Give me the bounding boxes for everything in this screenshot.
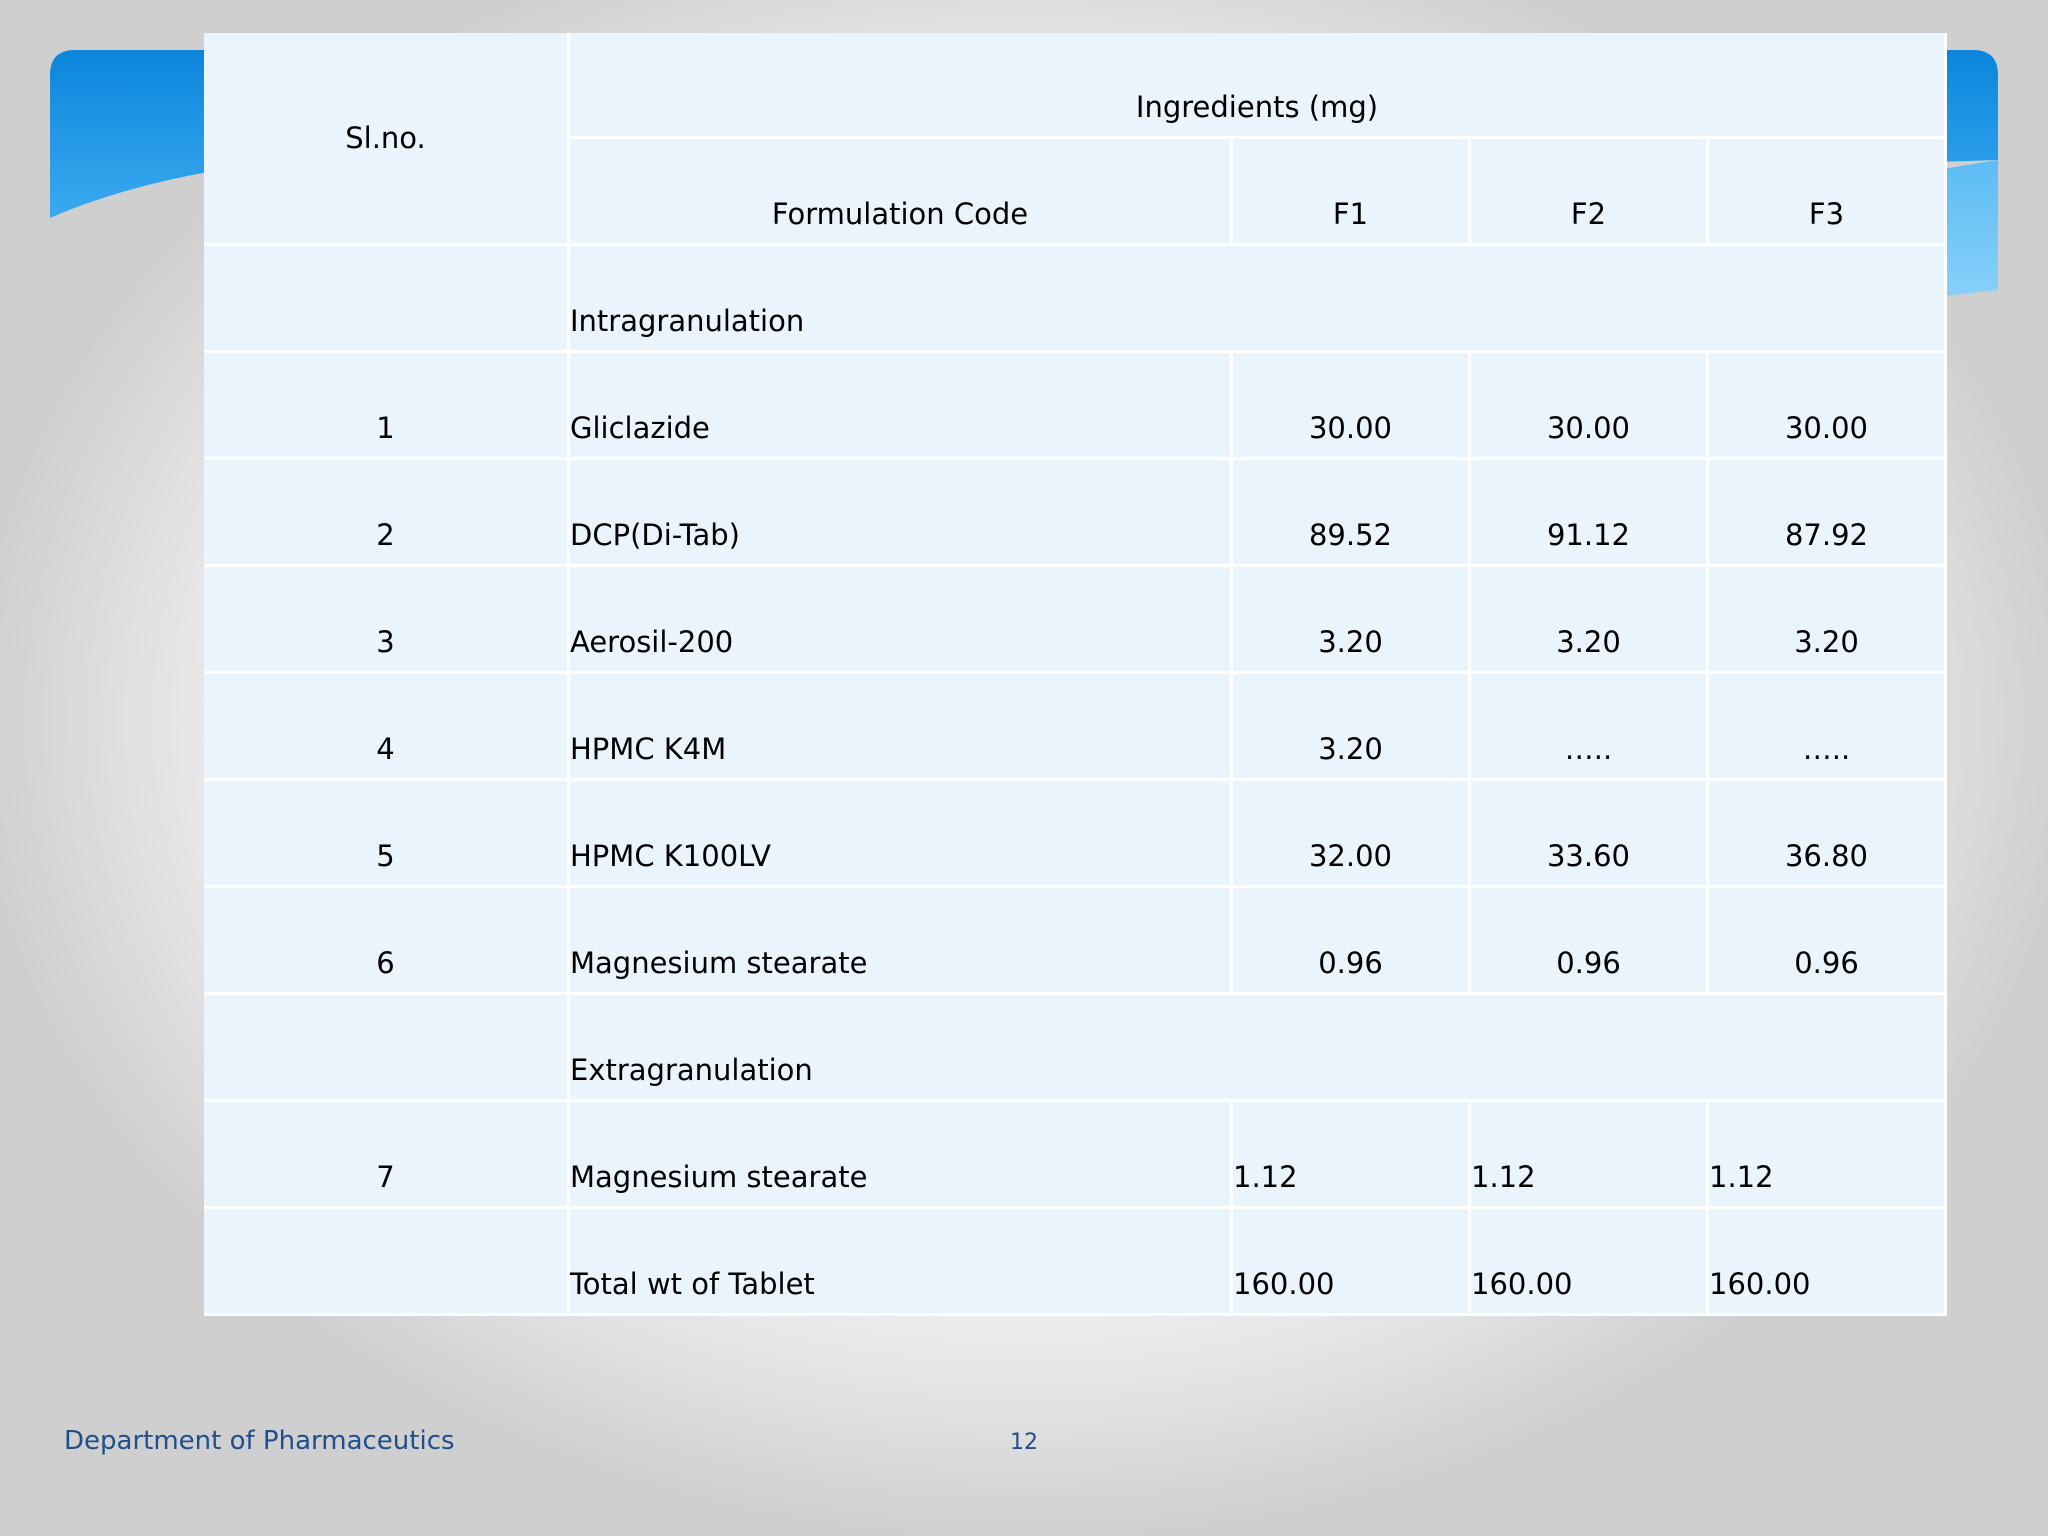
row-slno: 7 bbox=[204, 1102, 567, 1206]
row-value-f1: 1.12 bbox=[1233, 1102, 1468, 1206]
row-value-f2: 160.00 bbox=[1471, 1209, 1706, 1313]
column-header-f3: F3 bbox=[1709, 139, 1944, 243]
ingredients-header: Ingredients (mg) bbox=[570, 33, 1944, 136]
row-value-f3: 1.12 bbox=[1709, 1102, 1944, 1206]
row-value-f1: 3.20 bbox=[1233, 567, 1468, 671]
section-slno-cell bbox=[204, 246, 567, 350]
slno-header: Sl.no. bbox=[204, 33, 567, 243]
row-value-f3: 0.96 bbox=[1709, 888, 1944, 992]
row-value-f3: 30.00 bbox=[1709, 353, 1944, 457]
row-ingredient-name: Magnesium stearate bbox=[570, 888, 1230, 992]
section-label: Extragranulation bbox=[570, 995, 1944, 1099]
row-slno: 3 bbox=[204, 567, 567, 671]
row-slno: 1 bbox=[204, 353, 567, 457]
footer-department: Department of Pharmaceutics bbox=[64, 1426, 455, 1456]
row-value-f1: 3.20 bbox=[1233, 674, 1468, 778]
section-slno-cell bbox=[204, 995, 567, 1099]
row-ingredient-name: HPMC K4M bbox=[570, 674, 1230, 778]
section-label: Intragranulation bbox=[570, 246, 1944, 350]
row-ingredient-name: DCP(Di-Tab) bbox=[570, 460, 1230, 564]
row-slno: 4 bbox=[204, 674, 567, 778]
row-value-f3: 3.20 bbox=[1709, 567, 1944, 671]
row-value-f3: 36.80 bbox=[1709, 781, 1944, 885]
column-header-f1: F1 bbox=[1233, 139, 1468, 243]
column-header-f2: F2 bbox=[1471, 139, 1706, 243]
row-value-f3: ….. bbox=[1709, 674, 1944, 778]
row-value-f3: 160.00 bbox=[1709, 1209, 1944, 1313]
row-value-f1: 160.00 bbox=[1233, 1209, 1468, 1313]
row-value-f2: 33.60 bbox=[1471, 781, 1706, 885]
row-ingredient-name: Magnesium stearate bbox=[570, 1102, 1230, 1206]
row-value-f2: 1.12 bbox=[1471, 1102, 1706, 1206]
formulation-code-header: Formulation Code bbox=[570, 139, 1230, 243]
row-value-f2: 3.20 bbox=[1471, 567, 1706, 671]
row-slno: 2 bbox=[204, 460, 567, 564]
row-value-f1: 32.00 bbox=[1233, 781, 1468, 885]
row-slno: 6 bbox=[204, 888, 567, 992]
row-value-f2: 0.96 bbox=[1471, 888, 1706, 992]
page-number: 12 bbox=[1010, 1430, 1038, 1455]
row-value-f2: ….. bbox=[1471, 674, 1706, 778]
row-ingredient-name: Total wt of Tablet bbox=[570, 1209, 1230, 1313]
row-ingredient-name: HPMC K100LV bbox=[570, 781, 1230, 885]
row-value-f1: 89.52 bbox=[1233, 460, 1468, 564]
row-slno: 5 bbox=[204, 781, 567, 885]
formulation-table bbox=[204, 33, 1947, 1316]
row-value-f2: 30.00 bbox=[1471, 353, 1706, 457]
row-slno bbox=[204, 1209, 567, 1313]
row-ingredient-name: Gliclazide bbox=[570, 353, 1230, 457]
row-ingredient-name: Aerosil-200 bbox=[570, 567, 1230, 671]
row-value-f1: 30.00 bbox=[1233, 353, 1468, 457]
row-value-f1: 0.96 bbox=[1233, 888, 1468, 992]
row-value-f3: 87.92 bbox=[1709, 460, 1944, 564]
row-value-f2: 91.12 bbox=[1471, 460, 1706, 564]
